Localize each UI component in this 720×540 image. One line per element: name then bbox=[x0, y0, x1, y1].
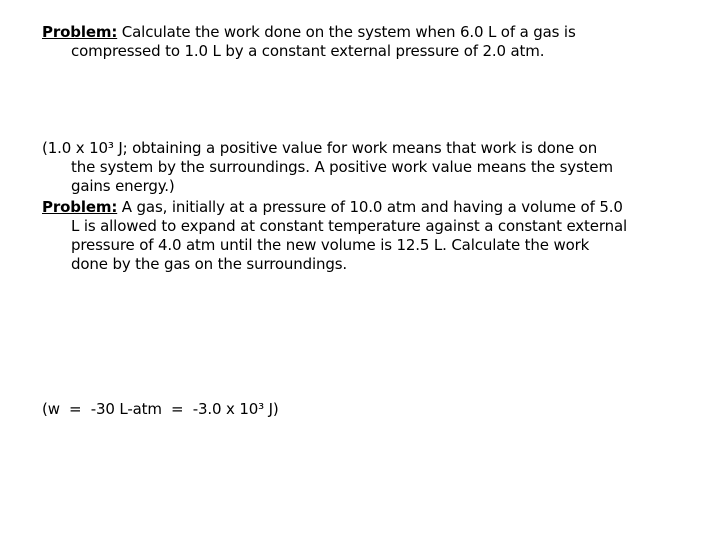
problem-2-text-1: A gas, initially at a pressure of 10.0 atm and having a volume of 5.0 bbox=[117, 198, 623, 216]
answer-1-line-1: (1.0 x 10³ J; obtaining a positive value for work means that work is done on bbox=[42, 139, 598, 157]
problem-1-text-1: Calculate the work done on the system when 6.0 L of a gas is bbox=[117, 23, 576, 41]
problem-2-line-3: pressure of 4.0 atm until the new volume is 12.5 L. Calculate the work bbox=[71, 236, 590, 254]
answer-1 bbox=[42, 139, 692, 196]
problem-2-line-2: L is allowed to expand at constant temperature against a constant external bbox=[71, 217, 628, 235]
problem-1-line-2: compressed to 1.0 L by a constant external pressure of 2.0 atm. bbox=[71, 42, 545, 60]
problem-2-label: Problem: bbox=[42, 198, 118, 216]
answer-2 bbox=[42, 400, 692, 419]
problem-2 bbox=[42, 198, 692, 274]
problem-1-line-1 bbox=[42, 23, 692, 42]
problem-1 bbox=[42, 23, 692, 61]
problem-1-label: Problem: bbox=[42, 23, 118, 41]
problem-2-line-1 bbox=[42, 198, 692, 217]
answer-1-line-2: the system by the surroundings. A positive work value means the system bbox=[71, 158, 613, 176]
problem-2-line-4: done by the gas on the surroundings. bbox=[71, 255, 348, 273]
answer-2-line-1: (w = -30 L-atm = -3.0 x 10³ J) bbox=[42, 400, 279, 418]
answer-1-line-3: gains energy.) bbox=[71, 177, 175, 195]
